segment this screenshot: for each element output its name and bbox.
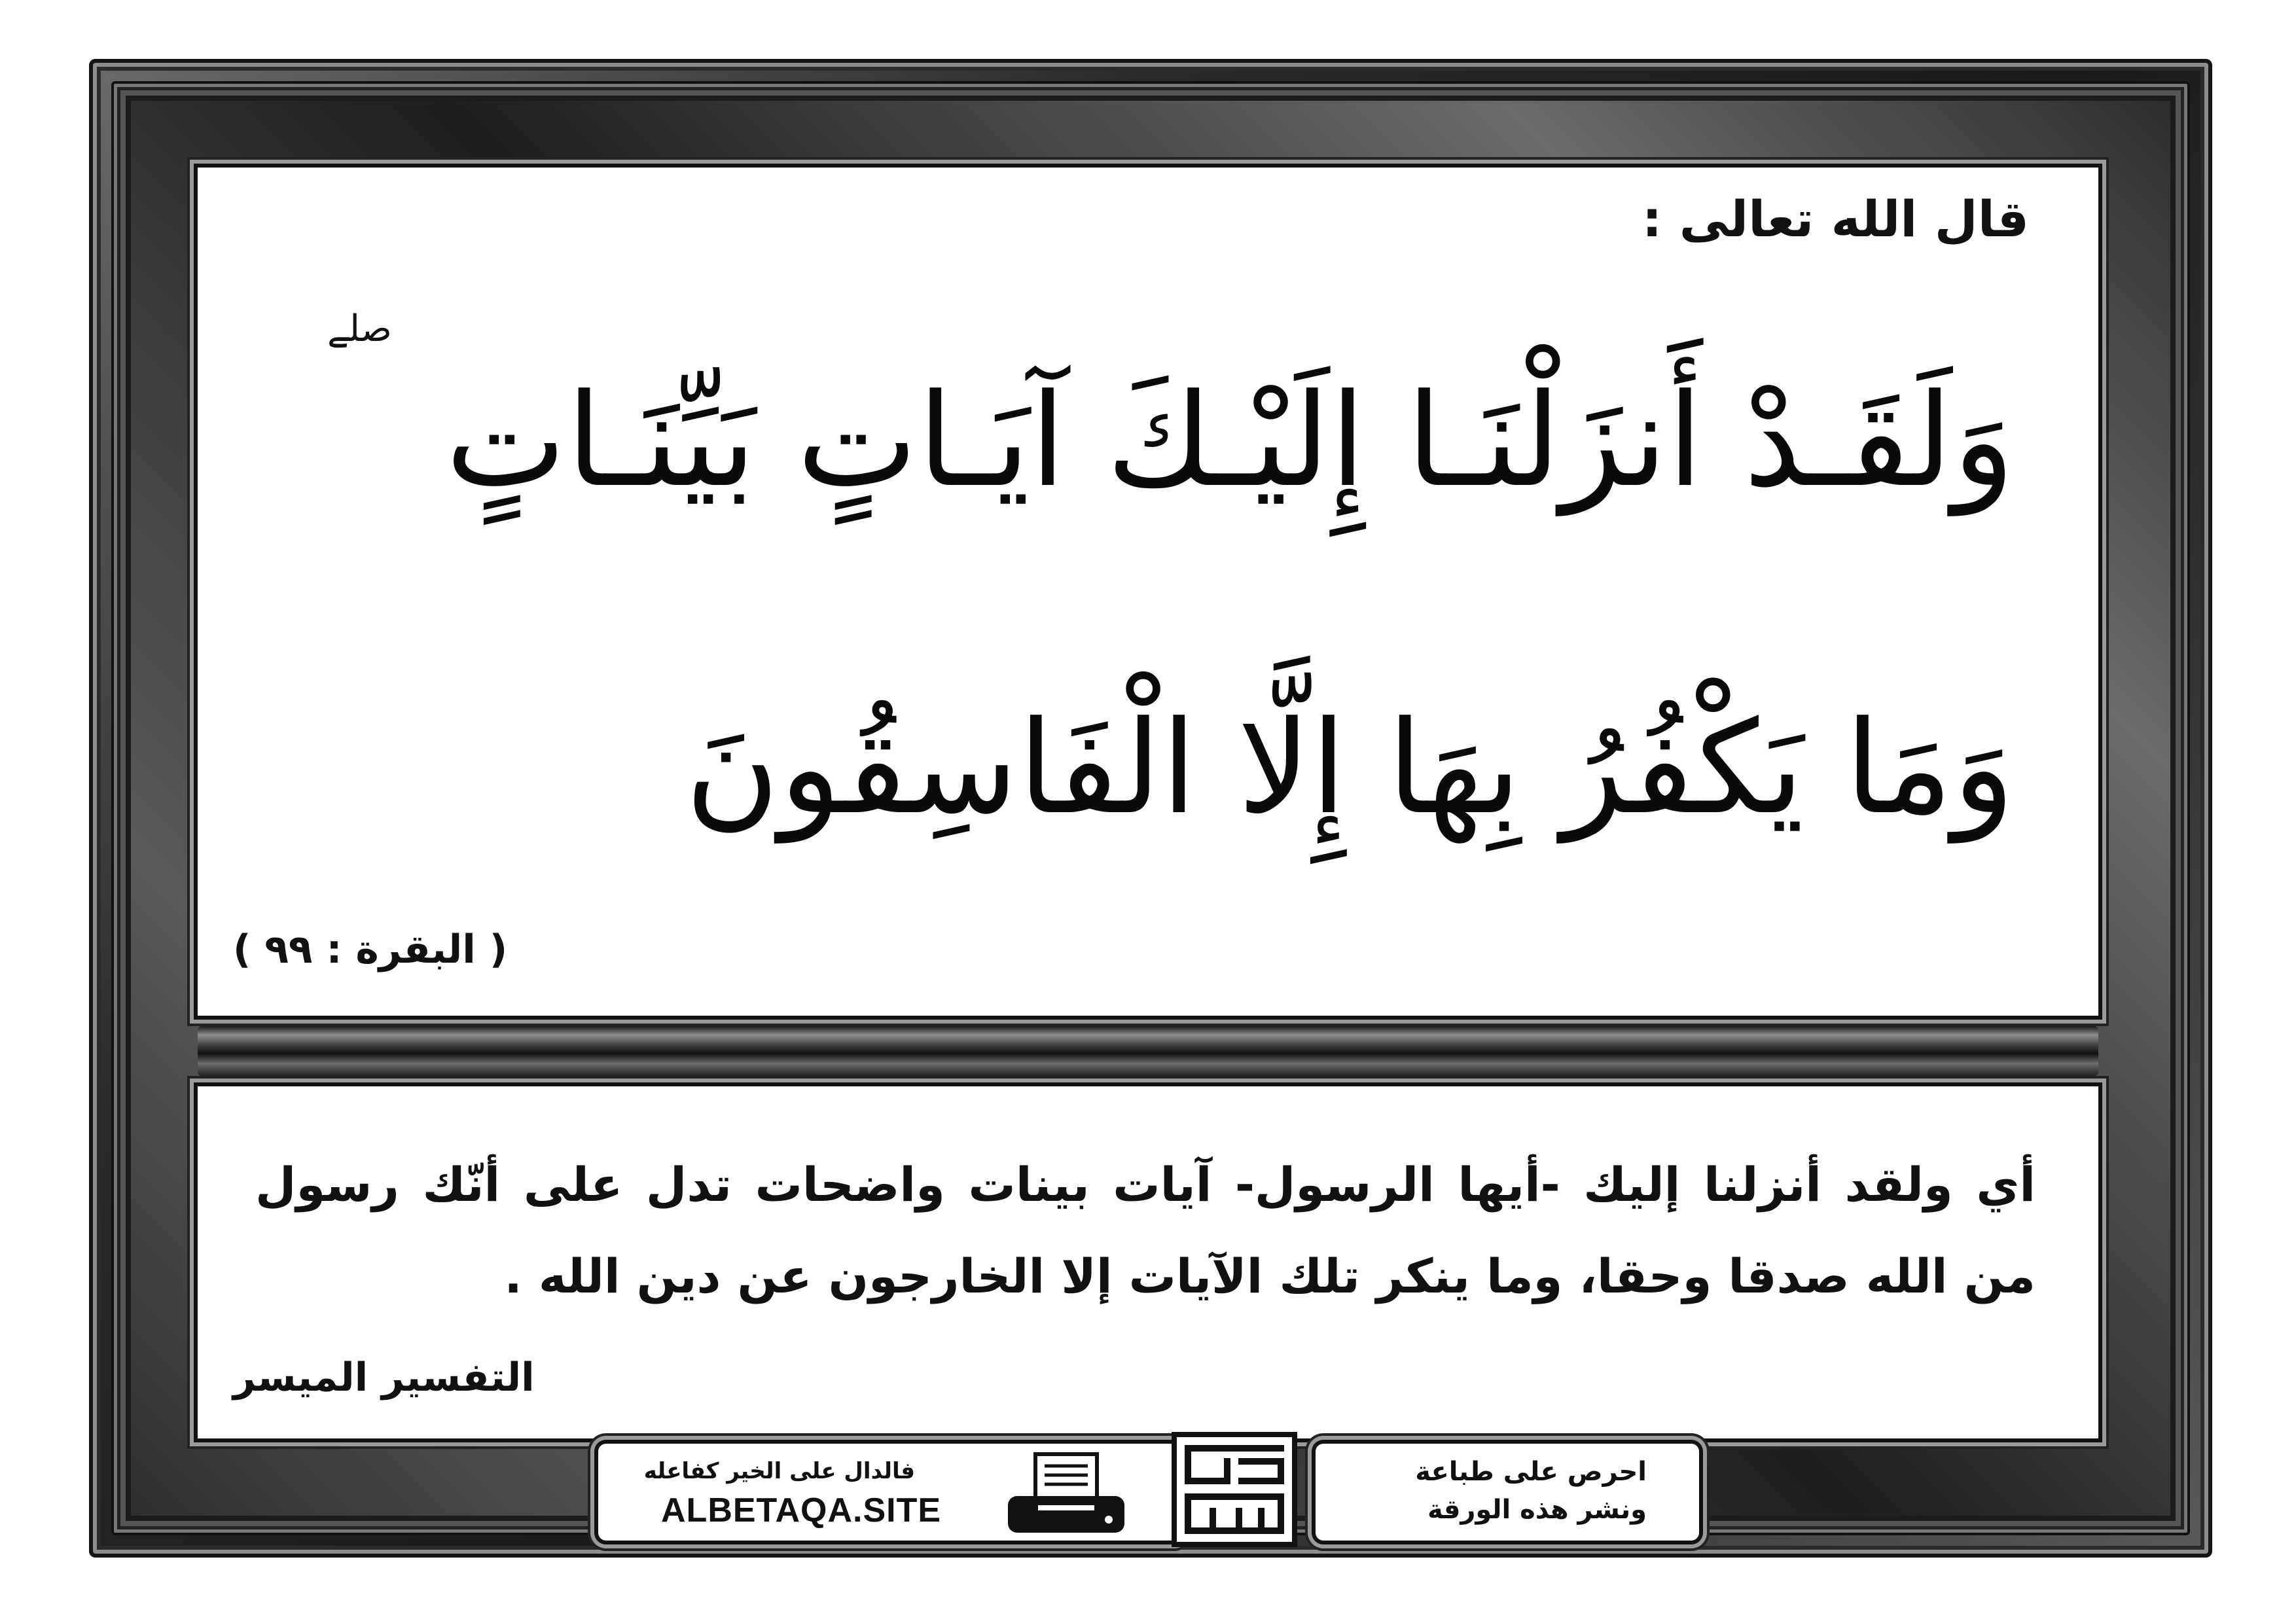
tafsir-text: أي ولقد أنزلنا إليك -أيها الرسول- آيات بينات واضحات تدل على أنّك رسول من الله صدقا وحقا، وما ينكر تلك الآيات إلا الخارجون عن دين الله .: [255, 1157, 2036, 1304]
print-notice-line-2: ونشر هذه الورقة: [1427, 1495, 1647, 1525]
verse-line-2: وَمَا يَكْفُرُ بِهَا إِلَّا الْفَاسِقُونَ: [685, 694, 2015, 843]
footer-site-box[interactable]: [594, 1440, 1186, 1544]
footer-slogan: فالدال على الخير كفاعله: [643, 1458, 915, 1484]
footer-print-box: [1312, 1440, 1703, 1544]
print-notice-line-1: احرص على طباعة: [1415, 1457, 1647, 1487]
verse-citation: ( البقرة : ٩٩ ): [233, 927, 508, 972]
tafsir-source: التفسير الميسر: [233, 1355, 535, 1400]
verse-line-1: وَلَقَـدْ أَنزَلْنَـا إِلَيْـكَ آيَـاتٍ بَيِّنَـاتٍ: [445, 366, 2015, 516]
dawah-logo: [1170, 1431, 1299, 1548]
waqf-mark: صلے: [327, 308, 392, 350]
site-link[interactable]: ALBETAQA.SITE: [661, 1491, 942, 1529]
verse-panel: [198, 168, 2098, 1016]
verse-intro: قال الله تعالى :: [1641, 190, 2029, 248]
printer-icon: [1004, 1450, 1128, 1535]
panel-divider: [198, 1026, 2098, 1076]
